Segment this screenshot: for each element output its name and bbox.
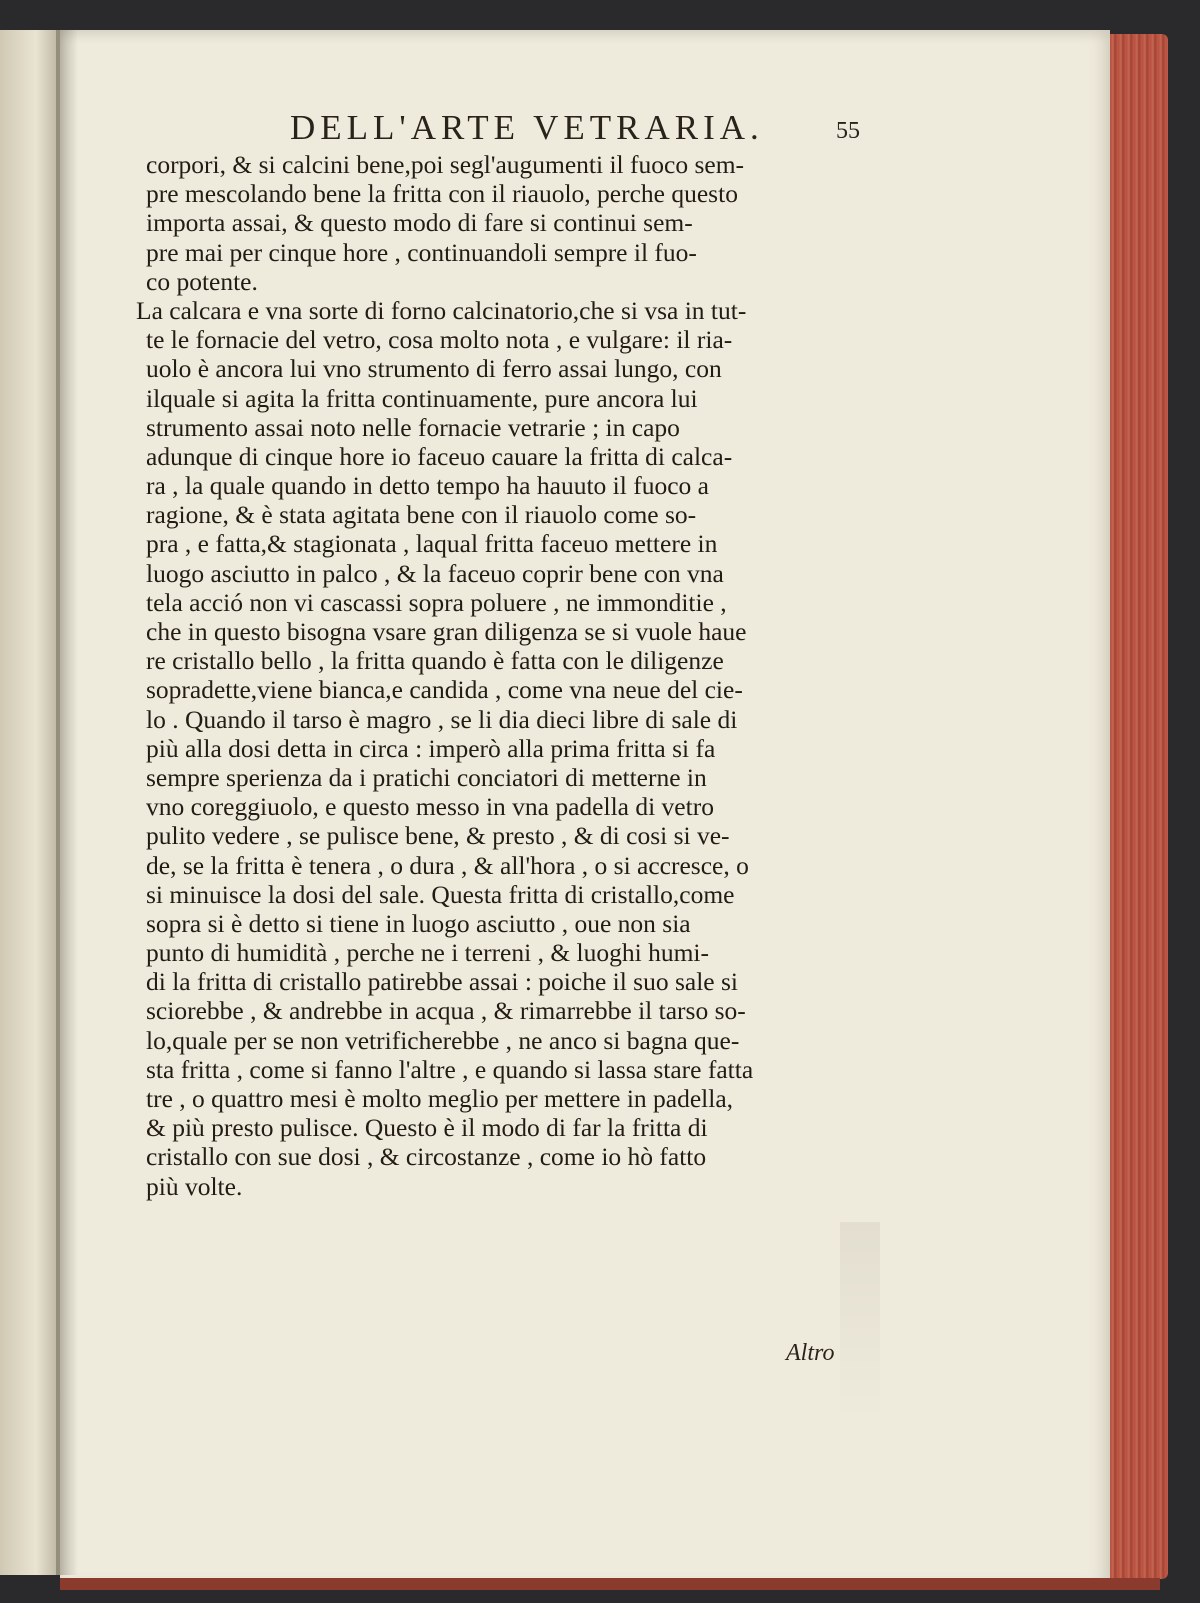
text-line: si minuisce la dosi del sale. Questa fritta di cristallo,come	[146, 879, 735, 909]
text-line: corpori, & si calcini bene,poi segl'augumenti il fuoco sem-	[146, 150, 745, 179]
bottom-edge	[60, 1578, 1160, 1590]
text-line: ragione, & è stata agitata bene con il riauolo come so-	[146, 500, 697, 530]
text-line: pre mai per cinque hore , continuandoli sempre il fuo-	[146, 237, 697, 267]
gutter-shadow	[56, 30, 78, 1575]
text-line: cristallo con sue dosi , & circostanze , come io hò fatto	[146, 1142, 707, 1172]
text-line: lo . Quando il tarso è magro , se li dia dieci libre di sale di	[146, 704, 738, 734]
text-line: tela acció non vi cascassi sopra poluere , ne immonditie ,	[146, 587, 727, 617]
text-line: luogo asciutto in palco , & la faceuo coprir bene con vna	[146, 558, 724, 588]
text-line: sciorebbe , & andrebbe in acqua , & rimarrebbe il tarso so-	[146, 996, 746, 1026]
text-line: re cristallo bello , la fritta quando è fatta con le diligenze	[146, 646, 724, 676]
text-line: pra , e fatta,& stagionata , laqual fritta faceuo mettere in	[146, 529, 718, 559]
text-line: & più presto pulisce. Questo è il modo di far la fritta di	[146, 1113, 708, 1143]
text-line: strumento assai noto nelle fornacie vetrarie ; in capo	[146, 412, 680, 442]
running-title: DELL'ARTE VETRARIA.	[290, 108, 764, 147]
text-line: che in questo bisogna vsare gran diligenza se si vuole haue	[146, 617, 747, 646]
facing-page-edge	[0, 30, 61, 1575]
red-page-edges	[1110, 34, 1168, 1579]
text-line: sopradette,viene bianca,e candida , come vna neue del cie-	[146, 675, 743, 705]
text-line: sempre sperienza da i pratichi conciatori di metterne in	[146, 762, 707, 792]
text-line: ilquale si agita la fritta continuamente, pure ancora lui	[146, 383, 698, 413]
text-line: importa assai, & questo modo di fare si continui sem-	[146, 208, 693, 238]
text-line: più volte.	[146, 1171, 243, 1201]
body-text	[136, 150, 906, 1201]
text-line: adunque di cinque hore io faceuo cauare la fritta di calca-	[146, 441, 733, 471]
text-line: co potente.	[146, 266, 258, 296]
text-line: lo,quale per se non vetrificherebbe , ne anco si bagna que-	[146, 1025, 740, 1055]
text-line: de, se la fritta è tenera , o dura , & all'hora , o si accresce, o	[146, 850, 749, 880]
page-number: 55	[836, 118, 860, 144]
text-line: di la fritta di cristallo patirebbe assai : poiche il suo sale si	[146, 967, 739, 997]
text-line: ra , la quale quando in detto tempo ha hauuto il fuoco a	[146, 471, 709, 501]
text-line: più alla dosi detta in circa : imperò alla prima fritta si fa	[146, 733, 716, 763]
text-line: tre , o quattro mesi è molto meglio per mettere in padella,	[146, 1084, 734, 1113]
text-line: pulito vedere , se pulisce bene, & presto , & di cosi si ve-	[146, 821, 730, 851]
text-line: te le fornacie del vetro, cosa molto nota , e vulgare: il ria-	[146, 325, 733, 355]
text-line: punto di humidità , perche ne i terreni , & luoghi humi-	[146, 938, 710, 968]
text-line: sta fritta , come si fanno l'altre , e quando si lassa stare fatta	[146, 1054, 754, 1084]
text-line: sopra si è detto si tiene in luogo asciutto , oue non sia	[146, 908, 691, 938]
paragraph-start-line: La calcara e vna sorte di forno calcinatorio,che si vsa in tut-	[136, 295, 747, 325]
catchword: Altro	[786, 1340, 835, 1366]
text-line: uolo è ancora lui vno strumento di ferro assai lungo, con	[146, 354, 722, 384]
text-line: vno coreggiuolo, e questo messo in vna padella di vetro	[146, 792, 714, 822]
bleed-through	[840, 1222, 880, 1422]
text-line: pre mescolando bene la fritta con il riauolo, perche questo	[146, 179, 738, 209]
